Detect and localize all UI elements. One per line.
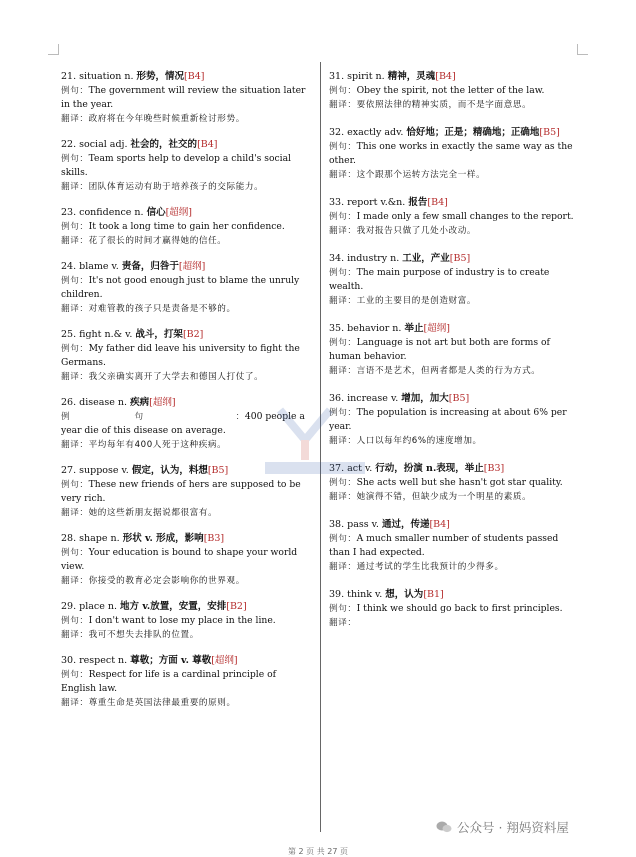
translation-line [329,560,579,574]
example-label: 例句： [61,480,89,490]
wechat-icon [436,820,452,834]
translation-line [329,168,579,182]
headword-text: 34. industry n. [329,253,400,264]
translation-label: 翻译： [329,618,357,628]
example-text: Respect for life is a cardinal principle of [88,669,276,680]
right-column [329,70,579,644]
example-text: It's not good enough just to blame the unruly [88,275,300,286]
example-text: Language is not art but both are forms of [356,337,550,348]
example-text: English law. [61,683,118,694]
example-text: The population is increasing at about 6% per [356,407,567,418]
level-tag: [B5] [448,393,470,404]
level-tag: [B1] [423,589,444,600]
headword-text: 27. suppose v. [61,465,129,476]
example-sentence-line [329,336,579,350]
headword-meaning: 报告 [408,197,428,208]
translation-text: 团队体育运动有助于培养孩子的交际能力。 [88,182,264,192]
example-sentence-line [61,166,307,180]
headword-meaning: 假定，认为，料想 [131,465,208,476]
level-tag: [B3] [483,463,505,474]
example-label: 例句： [329,604,357,614]
level-tag: [B4] [435,71,456,82]
headword-meaning: 精神，灵魂 [387,71,436,82]
translation-text: 平均每年有400人死于这种疾病。 [88,440,227,450]
translation-label: 翻译： [61,236,89,246]
example-text: I think we should go back to first principles. [356,603,563,614]
vocab-entry [61,328,307,384]
entry-headword [329,126,579,140]
vocab-entry [61,654,307,710]
translation-label: 翻译： [329,436,357,446]
translation-label: 翻译： [61,304,89,314]
example-sentence-line [329,476,579,490]
vocab-entry [329,462,579,504]
example-label: 例句： [61,276,89,286]
example-sentence-line [61,274,307,288]
example-sentence-line [61,614,307,628]
translation-text: 我对报告只做了几处小改动。 [356,226,477,236]
example-sentence-line [329,266,579,280]
vocab-entry [329,70,579,112]
vocab-entry [61,70,307,126]
level-tag: [B5] [207,465,229,476]
translation-label: 翻译： [329,562,357,572]
headword-meaning: 举止 [404,323,424,334]
headword-text: 22. social adj. [61,139,128,150]
translation-label: 翻译： [329,100,357,110]
level-tag: [B4] [429,519,450,530]
example-text: children. [61,289,103,300]
example-text: skills. [61,167,88,178]
example-sentence-line [61,356,307,370]
translation-label: 翻译： [61,372,89,382]
translation-text: 我可不想失去排队的位置。 [88,630,199,640]
left-column [61,70,307,722]
translation-text: 我父亲确实离开了大学去和德国人打仗了。 [88,372,264,382]
headword-meaning: 增加，加大 [401,393,449,404]
translation-line [329,224,579,238]
vocab-entry [61,464,307,520]
level-tag: [超纲] [149,397,176,408]
example-sentence-line [61,288,307,302]
headword-meaning: 责备，归咎于 [121,261,179,272]
example-sentence-line [329,140,579,154]
vocab-entry [329,518,579,574]
headword-text: 28. shape n. [61,533,120,544]
headword-meaning: 信心 [146,207,166,218]
example-label: 例句： [329,534,357,544]
translation-line [61,628,307,642]
vocab-entry [61,600,307,642]
headword-text: 37. act v. [329,463,373,474]
entry-headword [329,252,579,266]
translation-label: 翻译： [329,226,357,236]
headword-meaning: 地方 v.放置，安置，安排 [120,601,227,612]
example-label: 例句： [329,142,357,152]
example-sentence-line [329,420,579,434]
translation-text: 要依照法律的精神实质，而不是字面意思。 [356,100,532,110]
translation-text: 这个跟那个运转方法完全一样。 [356,170,486,180]
example-text: 400 people a year die of this disease on average. [61,411,305,436]
headword-meaning: 行动，扮演 n.表现，举止 [375,463,484,474]
headword-meaning: 形势，情况 [136,71,185,82]
wechat-account-text: 公众号 · 翔妈资料屋 [457,820,569,835]
vocab-entry [61,396,307,452]
translation-label: 翻译： [61,698,89,708]
translation-text: 你接受的教育必定会影响你的世界观。 [88,576,245,586]
example-text: very rich. [61,493,106,504]
translation-line [61,302,307,316]
example-label: 例句： [61,344,89,354]
example-sentence-line [329,350,579,364]
example-text: These new friends of hers are supposed to be [88,479,301,490]
level-tag: [B4] [184,71,205,82]
translation-text: 她的这些新朋友据说都很富有。 [88,508,218,518]
example-sentence-line [329,532,579,546]
vocab-entry [329,588,579,630]
translation-line [61,438,307,452]
example-sentence-line [61,342,307,356]
example-label: 例句： [329,212,357,222]
example-text: I made only a few small changes to the report. [356,211,574,222]
translation-line [61,234,307,248]
headword-text: 29. place n. [61,601,118,612]
headword-text: 30. respect n. [61,655,128,666]
example-text: She acts well but she hasn't got star quality. [356,477,563,488]
example-label: 例句： [61,670,89,680]
example-text: It took a long time to gain her confidence. [88,221,285,232]
example-sentence-line [329,210,579,224]
translation-label: 翻译： [61,440,89,450]
vocab-entry [61,138,307,194]
entry-headword [61,654,307,668]
vocab-entry [61,206,307,248]
translation-label: 翻译： [329,492,357,502]
translation-line [329,364,579,378]
translation-text: 工业的主要目的是创造财富。 [356,296,477,306]
entry-headword [61,70,307,84]
example-text: A much smaller number of students passed [356,533,559,544]
example-sentence-line [61,152,307,166]
example-sentence-line [61,410,307,438]
vocab-entry [61,260,307,316]
vocab-entry [329,252,579,308]
translation-line [329,616,579,630]
entry-headword [61,260,307,274]
level-tag: [B5] [539,127,560,138]
example-sentence-line [329,602,579,616]
headword-text: 38. pass v. [329,519,379,530]
example-text: other. [329,155,356,166]
example-text: Team sports help to develop a child's social [88,153,291,164]
example-sentence-line [329,84,579,98]
translation-text: 花了很长的时间才赢得她的信任。 [88,236,227,246]
translation-label: 翻译： [61,630,89,640]
vocab-entry [61,532,307,588]
entry-headword [329,462,579,476]
entry-headword [329,518,579,532]
translation-label: 翻译： [61,508,89,518]
translation-label: 翻译： [329,170,357,180]
translation-label: 翻译： [329,296,357,306]
example-text: human behavior. [329,351,407,362]
example-label: 例句： [329,408,357,418]
entry-headword [329,70,579,84]
headword-meaning: 疾病 [130,397,150,408]
headword-text: 21. situation n. [61,71,134,82]
crop-mark-top-right [577,44,588,55]
level-tag: [B5] [449,253,471,264]
translation-line [61,506,307,520]
example-text: Your education is bound to shape your world [88,547,298,558]
example-label: 例 句 ： [61,412,245,422]
vocab-entry [329,392,579,448]
example-text: year. [329,421,352,432]
headword-text: 32. exactly adv. [329,127,404,138]
headword-text: 24. blame v. [61,261,119,272]
example-text: wealth. [329,281,364,292]
example-sentence-line [61,220,307,234]
translation-text: 通过考试的学生比我预计的少得多。 [356,562,504,572]
level-tag: [B2] [182,329,204,340]
example-sentence-line [61,668,307,682]
level-tag: [B2] [226,601,247,612]
headword-text: 35. behavior n. [329,323,402,334]
example-label: 例句： [61,548,89,558]
headword-meaning: 恰好地；正是；精确地；正确地 [406,127,540,138]
vocab-entry [329,322,579,378]
translation-line [329,434,579,448]
translation-text: 人口以每年约6%的速度增加。 [356,436,482,446]
example-text: The main purpose of industry is to create [356,267,550,278]
example-label: 例句： [61,222,89,232]
headword-text: 23. confidence n. [61,207,144,218]
level-tag: [B4] [427,197,448,208]
headword-meaning: 社会的，社交的 [130,139,198,150]
wechat-account-mark [436,818,569,836]
headword-meaning: 工业，产业 [402,253,450,264]
level-tag: [超纲] [423,323,450,334]
translation-line [329,98,579,112]
translation-text: 对难管教的孩子只是责备是不够的。 [88,304,236,314]
entry-headword [61,464,307,478]
example-text: The government will review the situation later [88,85,306,96]
page-number: 第 2 页 共 27 页 [288,847,348,856]
example-text: view. [61,561,85,572]
entry-headword [61,328,307,342]
crop-mark-top-left [48,44,59,55]
headword-text: 31. spirit n. [329,71,385,82]
example-text: Germans. [61,357,106,368]
example-text: than I had expected. [329,547,425,558]
translation-label: 翻译： [61,576,89,586]
headword-text: 39. think v. [329,589,383,600]
example-label: 例句： [61,154,89,164]
example-text: Obey the spirit, not the letter of the law. [356,85,545,96]
level-tag: [B4] [197,139,218,150]
example-label: 例句： [61,616,89,626]
translation-label: 翻译： [61,114,89,124]
translation-text: 言语不是艺术，但两者都是人类的行为方式。 [356,366,541,376]
headword-meaning: 尊敬；方面 v. 尊敬 [130,655,212,666]
entry-headword [61,600,307,614]
entry-headword [329,588,579,602]
entry-headword [329,392,579,406]
translation-line [61,574,307,588]
example-text: My father did leave his university to fight the [88,343,300,354]
example-sentence-line [61,478,307,492]
example-sentence-line [61,492,307,506]
entry-headword [61,206,307,220]
example-sentence-line [61,84,307,98]
headword-text: 26. disease n. [61,397,128,408]
headword-meaning: 战斗，打架 [135,329,183,340]
example-sentence-line [61,560,307,574]
example-sentence-line [329,406,579,420]
entry-headword [61,396,307,410]
vocab-entry [329,126,579,182]
level-tag: [B3] [203,533,225,544]
translation-text: 她演得不错，但缺少成为一个明星的素质。 [356,492,532,502]
level-tag: [超纲] [165,207,193,218]
headword-text: 33. report v.&n. [329,197,406,208]
example-label: 例句： [329,86,357,96]
example-sentence-line [61,98,307,112]
translation-label: 翻译： [61,182,89,192]
headword-text: 25. fight n.& v. [61,329,133,340]
example-text: I don't want to lose my place in the line. [88,615,276,626]
example-label: 例句： [61,86,89,96]
headword-meaning: 通过，传递 [381,519,430,530]
example-sentence-line [329,280,579,294]
example-label: 例句： [329,338,357,348]
translation-text: 政府将在今年晚些时候重新检讨形势。 [88,114,245,124]
headword-meaning: 形状 v. 形成，影响 [122,533,204,544]
translation-label: 翻译： [329,366,357,376]
translation-text: 尊重生命是英国法律最重要的原则。 [88,698,236,708]
example-label: 例句： [329,478,357,488]
entry-headword [61,532,307,546]
translation-line [61,112,307,126]
entry-headword [329,322,579,336]
level-tag: [超纲] [178,261,206,272]
example-sentence-line [329,546,579,560]
translation-line [61,180,307,194]
vocab-entry [329,196,579,238]
translation-line [329,294,579,308]
headword-meaning: 想，认为 [385,589,424,600]
entry-headword [61,138,307,152]
translation-line [61,370,307,384]
translation-line [61,696,307,710]
entry-headword [329,196,579,210]
translation-line [329,490,579,504]
example-sentence-line [61,682,307,696]
headword-text: 36. increase v. [329,393,399,404]
example-text: This one works in exactly the same way as the [356,141,573,152]
example-sentence-line [61,546,307,560]
level-tag: [超纲] [211,655,238,666]
example-text: in the year. [61,99,114,110]
column-divider [320,62,321,832]
example-label: 例句： [329,268,357,278]
example-sentence-line [329,154,579,168]
